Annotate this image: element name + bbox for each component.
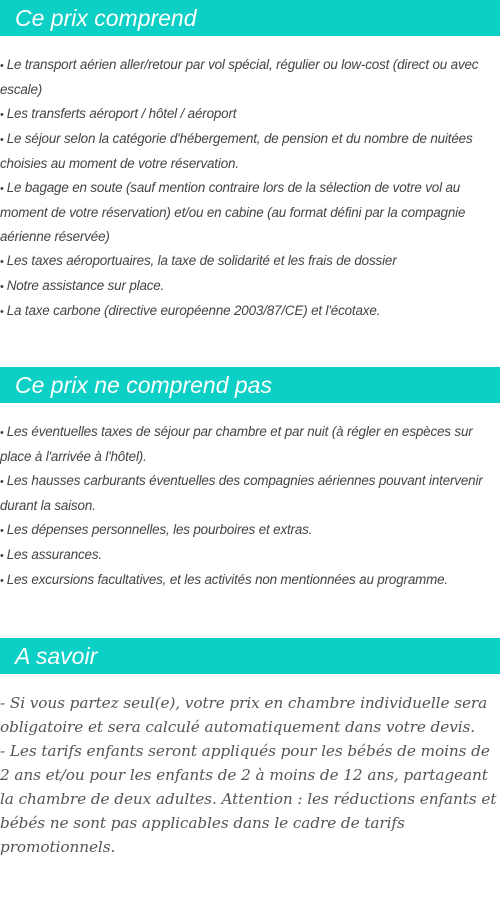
- bullet-icon: •: [0, 306, 4, 318]
- list-item-text: Les transferts aéroport / hôtel / aéroport: [6, 106, 237, 121]
- list-item: [0, 469, 500, 518]
- list-item-text: Les assurances.: [6, 547, 102, 562]
- list-item: [0, 568, 500, 593]
- list-item: [0, 176, 500, 249]
- section-title-comprend: Ce prix comprend: [15, 5, 197, 31]
- list-item: [0, 299, 500, 324]
- list-item-text: Le bagage en soute (sauf mention contraire lors de la sélection de votre vol au moment de votre réservation) et/ou en cabine (au format défini par la compagnie aérienne réservée): [0, 180, 466, 244]
- bullet-icon: •: [0, 134, 4, 146]
- section-title-ne-comprend: Ce prix ne comprend pas: [15, 372, 272, 398]
- bullet-icon: •: [0, 550, 4, 562]
- section-header-savoir: [0, 638, 500, 674]
- list-item: [0, 53, 500, 102]
- list-item: [0, 420, 500, 469]
- list-item: [0, 518, 500, 543]
- ne-comprend-list: [0, 420, 500, 593]
- section-header-ne-comprend: [0, 367, 500, 403]
- savoir-body: [0, 691, 500, 859]
- list-item-text: Les éventuelles taxes de séjour par chambre et par nuit (à régler en espèces sur place à l'arrivée à l'hôtel).: [0, 424, 473, 464]
- bullet-icon: •: [0, 183, 4, 195]
- bullet-icon: •: [0, 60, 4, 72]
- bullet-icon: •: [0, 476, 4, 488]
- bullet-icon: •: [0, 109, 4, 121]
- bullet-icon: •: [0, 575, 4, 587]
- list-item-text: Les taxes aéroportuaires, la taxe de solidarité et les frais de dossier: [6, 253, 397, 268]
- list-item-text: Les dépenses personnelles, les pourboires et extras.: [6, 522, 313, 537]
- list-item-text: Les excursions facultatives, et les activités non mentionnées au programme.: [6, 572, 448, 587]
- bullet-icon: •: [0, 427, 4, 439]
- section-title-savoir: A savoir: [15, 643, 98, 669]
- list-item-text: Le transport aérien aller/retour par vol spécial, régulier ou low-cost (direct ou avec escale): [0, 57, 479, 97]
- list-item: [0, 543, 500, 568]
- comprend-list: [0, 53, 500, 324]
- section-header-comprend: [0, 0, 500, 36]
- savoir-paragraph: - Si vous partez seul(e), votre prix en chambre individuelle sera obligatoire et sera calculé automatiquement dans votre devis.: [0, 694, 488, 736]
- bullet-icon: •: [0, 256, 4, 268]
- list-item-text: Le séjour selon la catégorie d'hébergement, de pension et du nombre de nuitées choisies au moment de votre réservation.: [0, 131, 473, 171]
- list-item-text: Les hausses carburants éventuelles des compagnies aériennes pouvant intervenir durant la saison.: [0, 473, 483, 513]
- list-item: [0, 274, 500, 299]
- savoir-paragraph: - Les tarifs enfants seront appliqués pour les bébés de moins de 2 ans et/ou pour les enfants de 2 à moins de 12 ans, partageant la chambre de deux adultes. Attention : les réductions enfants et bébés ne sont pas applicables dans le cadre de tarifs promotionnels.: [0, 742, 497, 856]
- list-item-text: La taxe carbone (directive européenne 2003/87/CE) et l'écotaxe.: [6, 303, 381, 318]
- list-item: [0, 249, 500, 274]
- bullet-icon: •: [0, 525, 4, 537]
- bullet-icon: •: [0, 281, 4, 293]
- list-item-text: Notre assistance sur place.: [6, 278, 165, 293]
- list-item: [0, 127, 500, 176]
- list-item: [0, 102, 500, 127]
